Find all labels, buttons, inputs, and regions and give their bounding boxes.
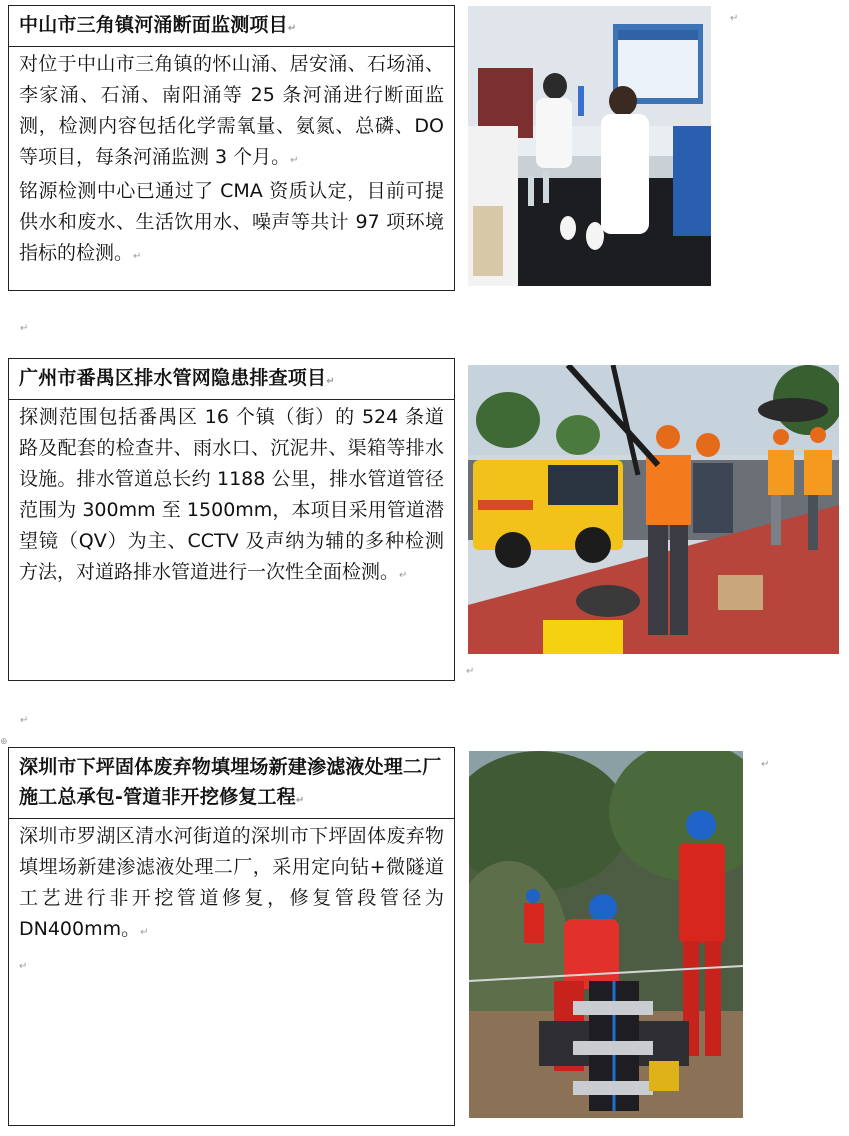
project-3-title: 深圳市下坪固体废弃物填埋场新建渗滤液处理二厂施工总承包-管道非开挖修复工程↵ <box>9 748 454 819</box>
paragraph-mark: ↵ <box>730 13 739 24</box>
paragraph-mark: ↵ <box>20 323 29 334</box>
project-3-empty-paragraph: ↵ <box>19 961 28 972</box>
project-3-paragraph-1: 深圳市罗湖区清水河街道的深圳市下坪固体废弃物填埋场新建渗滤液处理二厂，采用定向钻+微隧道工艺进行非开挖管道修复，修复管段管径为 DN400mm。↵ <box>19 825 444 940</box>
paragraph-mark: ↵ <box>761 759 770 770</box>
street-inspection-photo <box>468 365 839 654</box>
project-1-body <box>9 47 454 272</box>
project-2-paragraph-1: 探测范围包括番禺区 16 个镇（街）的 524 条道路及配套的检查井、雨水口、沉泥井、渠箱等排水设施。排水管道总长约 1188 公里，排水管道管径范围为 300mm 至 1500mm，本项目采用管道潜望镜（QV）为主、CCTV 及声纳为辅的多种检测方法，对道路排水管道进行一次性全面检测。↵ <box>19 406 444 583</box>
lab-photo <box>468 6 711 286</box>
project-1-title: 中山市三角镇河涌断面监测项目↵ <box>9 6 454 47</box>
table-move-handle-icon[interactable]: ⊕ <box>0 737 8 747</box>
project-1-paragraph-2: 铭源检测中心已通过了 CMA 资质认定，目前可提供水和废水、生活饮用水、噪声等共计 97 项环境指标的检测。↵ <box>19 180 444 264</box>
project-2-box <box>8 358 455 681</box>
project-3-body <box>9 819 454 982</box>
project-2-body <box>9 400 454 591</box>
project-1-box <box>8 5 455 291</box>
paragraph-mark: ↵ <box>20 715 29 726</box>
project-1-paragraph-1: 对位于中山市三角镇的怀山涌、居安涌、石场涌、李家涌、石涌、南阳涌等 25 条河涌进行断面监测，检测内容包括化学需氧量、氨氮、总磷、DO 等项目，每条河涌监测 3 个月。↵ <box>19 53 444 168</box>
paragraph-mark: ↵ <box>466 666 475 677</box>
project-3-box <box>8 747 455 1126</box>
pipe-repair-photo <box>469 751 743 1118</box>
project-2-title: 广州市番禺区排水管网隐患排查项目↵ <box>9 359 454 400</box>
